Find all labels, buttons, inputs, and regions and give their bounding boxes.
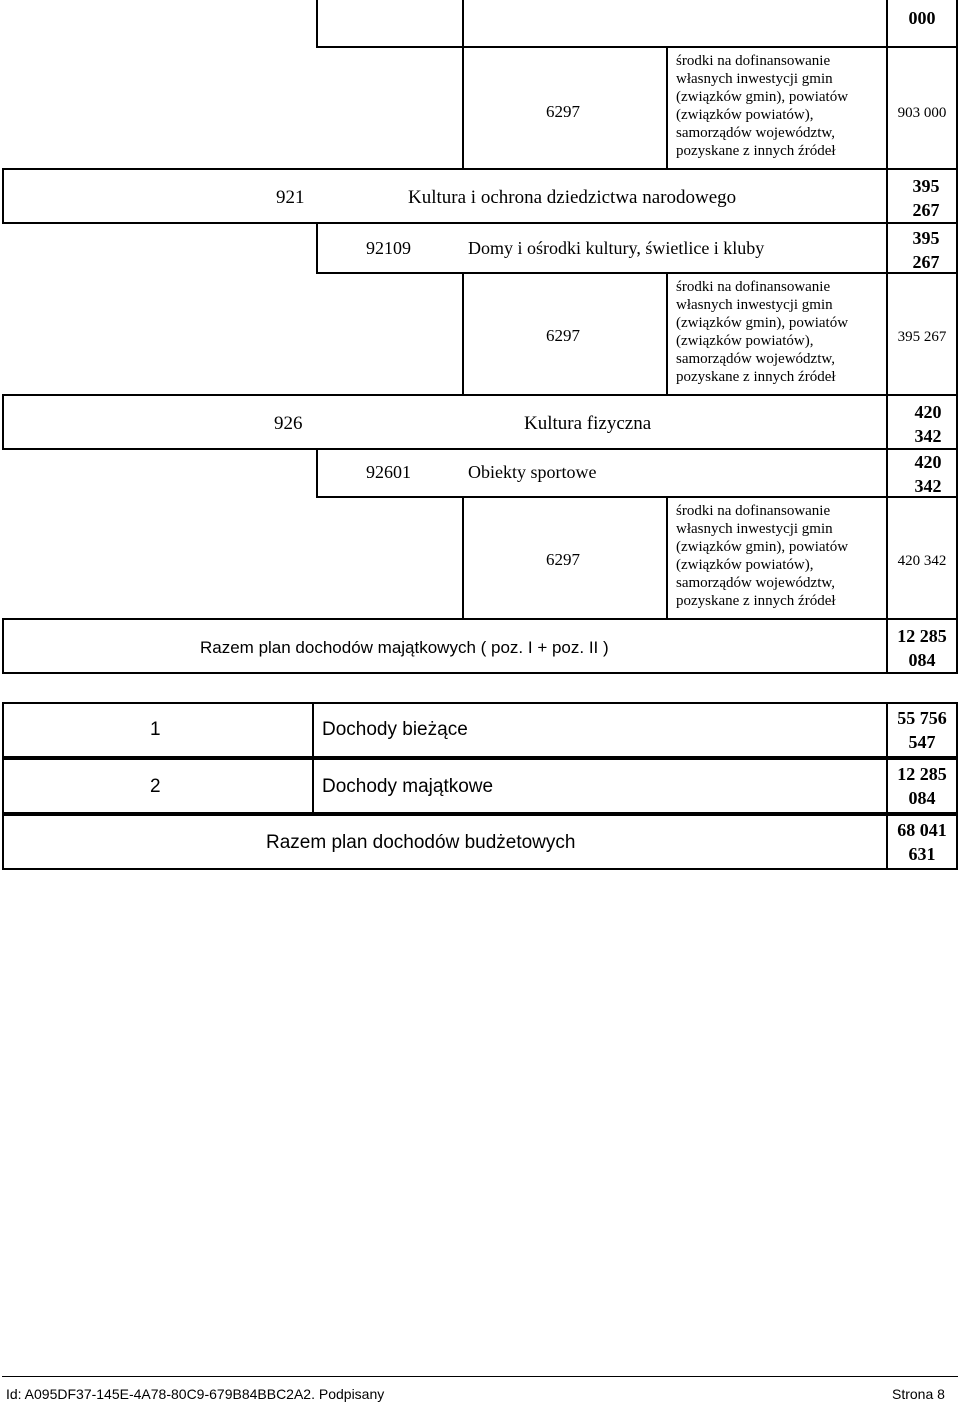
rozdzial-92109-title: Domy i ośrodki kultury, świetlice i kluby: [468, 238, 765, 258]
section-a-amount: 903 000: [897, 105, 947, 121]
summary-total-label: Razem plan dochodów budżetowych: [266, 832, 576, 853]
section-b-amount: 395 267: [897, 329, 947, 345]
footer-id: Id: A095DF37-145E-4A78-80C9-679B84BBC2A2. Podpisany: [6, 1386, 385, 1402]
summary-row-1-amount: 55 756 547: [897, 708, 947, 752]
rozdzial-92109-number: 92109: [366, 238, 411, 258]
dzial-926-amount: 420 342: [914, 402, 942, 446]
summary-row-2-label: Dochody majątkowe: [322, 776, 494, 797]
rozdzial-92601-number: 92601: [366, 462, 411, 482]
section-c-code: 6297: [546, 550, 580, 569]
summary-row-1-num: 1: [150, 719, 161, 740]
section-a-desc: środki na dofinansowanie własnych inwestycji gmin (związków gmin), powiatów (związków powiatów), samorządów województw, pozyskane z innych źródeł: [676, 53, 849, 159]
dzial-921-amount: 395 267: [912, 176, 940, 220]
top-row-amount: 000: [908, 8, 936, 28]
section-b-code: 6297: [546, 326, 580, 345]
rozdzial-92109-amount: 395 267: [912, 228, 940, 272]
dzial-926-row: [2, 394, 888, 450]
dzial-926-number: 926: [274, 413, 303, 434]
razem-majatkowe-label: Razem plan dochodów majątkowych ( poz. I + poz. II ): [200, 638, 609, 657]
summary-row-2-num: 2: [150, 776, 161, 797]
dzial-926-title: Kultura fizyczna: [524, 413, 652, 434]
summary-row-1-label: Dochody bieżące: [322, 719, 468, 740]
footer-page-number: Strona 8: [892, 1386, 945, 1402]
footer-divider: [2, 1376, 958, 1377]
dzial-921-number: 921: [276, 187, 305, 208]
top-row-blank: [316, 0, 888, 48]
section-c-amount: 420 342: [897, 553, 947, 569]
summary-row-2-amount: 12 285 084: [897, 764, 947, 808]
section-c-desc: środki na dofinansowanie własnych inwestycji gmin (związków gmin), powiatów (związków powiatów), samorządów województw, pozyskane z innych źródeł: [676, 503, 849, 609]
summary-total-amount: 68 041 631: [897, 820, 947, 864]
section-b-desc: środki na dofinansowanie własnych inwestycji gmin (związków gmin), powiatów (związków powiatów), samorządów województw, pozyskane z innych źródeł: [676, 279, 849, 385]
dzial-921-title: Kultura i ochrona dziedzictwa narodowego: [408, 187, 737, 208]
rozdzial-92601-title: Obiekty sportowe: [468, 462, 597, 482]
section-a-code: 6297: [546, 102, 580, 121]
razem-majatkowe-amount: 12 285 084: [897, 626, 947, 670]
rozdzial-92601-amount: 420 342: [914, 452, 942, 496]
